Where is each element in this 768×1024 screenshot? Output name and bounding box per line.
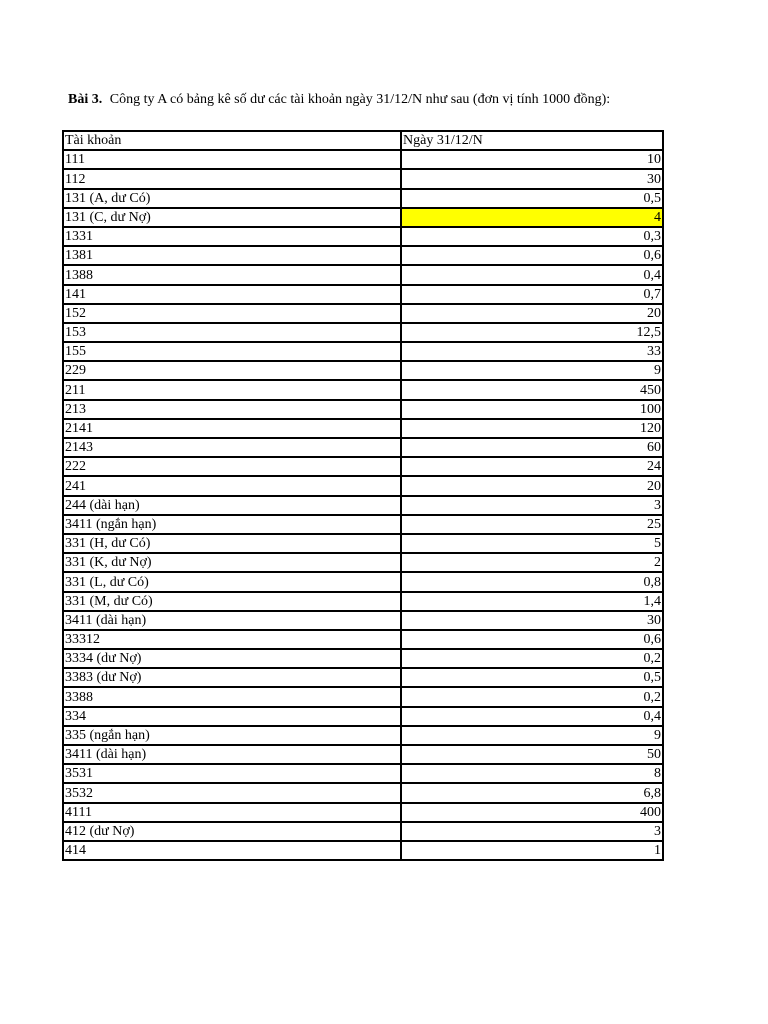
balance-value-cell: 450 — [401, 380, 663, 399]
balance-value-cell: 10 — [401, 150, 663, 169]
balance-value-cell: 0,5 — [401, 189, 663, 208]
table-row — [63, 841, 663, 860]
table-row — [63, 323, 663, 342]
table-row — [63, 668, 663, 687]
table-row — [63, 534, 663, 553]
table-row — [63, 687, 663, 706]
balance-value-cell: 0,4 — [401, 265, 663, 284]
balance-value-cell: 9 — [401, 726, 663, 745]
table-row — [63, 227, 663, 246]
account-cell: 211 — [63, 380, 401, 399]
account-cell: 141 — [63, 285, 401, 304]
table-row — [63, 803, 663, 822]
header-account: Tài khoản — [63, 131, 401, 150]
table-row — [63, 361, 663, 380]
account-cell: 3532 — [63, 783, 401, 802]
balance-value-cell: 0,2 — [401, 649, 663, 668]
balance-value-cell: 100 — [401, 400, 663, 419]
table-row — [63, 150, 663, 169]
account-balance-table — [62, 130, 664, 861]
exercise-text: Công ty A có bảng kê số dư các tài khoản ngày 31/12/N như sau (đơn vị tính 1000 đồng): — [109, 92, 611, 107]
account-cell: 331 (M, dư Có) — [63, 592, 401, 611]
account-cell: 3388 — [63, 687, 401, 706]
account-cell: 331 (L, dư Có) — [63, 572, 401, 591]
balance-value-cell: 25 — [401, 515, 663, 534]
account-cell: 3411 (dài hạn) — [63, 611, 401, 630]
table-row — [63, 707, 663, 726]
table-row — [63, 822, 663, 841]
table-row — [63, 553, 663, 572]
exercise-heading — [68, 91, 610, 109]
balance-value-cell: 12,5 — [401, 323, 663, 342]
account-cell: 241 — [63, 476, 401, 495]
balance-value-cell: 30 — [401, 169, 663, 188]
table-row — [63, 400, 663, 419]
table-row — [63, 285, 663, 304]
account-cell: 3383 (dư Nợ) — [63, 668, 401, 687]
account-cell: 244 (dài hạn) — [63, 496, 401, 515]
account-cell: 3531 — [63, 764, 401, 783]
balance-value-cell: 0,4 — [401, 707, 663, 726]
account-cell: 414 — [63, 841, 401, 860]
account-cell: 1381 — [63, 246, 401, 265]
table-row — [63, 342, 663, 361]
table-row — [63, 189, 663, 208]
account-cell: 222 — [63, 457, 401, 476]
balance-value-cell: 0,6 — [401, 630, 663, 649]
balance-value-cell: 20 — [401, 304, 663, 323]
account-cell: 229 — [63, 361, 401, 380]
balance-value-cell: 120 — [401, 419, 663, 438]
table-row — [63, 764, 663, 783]
balance-value-cell: 0,6 — [401, 246, 663, 265]
balance-value-cell: 0,3 — [401, 227, 663, 246]
balance-value-cell: 30 — [401, 611, 663, 630]
table-row — [63, 476, 663, 495]
account-cell: 2143 — [63, 438, 401, 457]
account-cell: 4111 — [63, 803, 401, 822]
balance-value-cell: 3 — [401, 822, 663, 841]
balance-value-cell: 20 — [401, 476, 663, 495]
balance-value-cell: 5 — [401, 534, 663, 553]
account-cell: 131 (A, dư Có) — [63, 189, 401, 208]
account-cell: 1331 — [63, 227, 401, 246]
table-row — [63, 649, 663, 668]
account-cell: 334 — [63, 707, 401, 726]
account-cell: 152 — [63, 304, 401, 323]
balance-value-cell: 2 — [401, 553, 663, 572]
account-cell: 33312 — [63, 630, 401, 649]
balance-value-cell: 8 — [401, 764, 663, 783]
balance-value-cell: 0,7 — [401, 285, 663, 304]
account-cell: 112 — [63, 169, 401, 188]
table-row — [63, 572, 663, 591]
balance-value-cell: 33 — [401, 342, 663, 361]
table-row — [63, 726, 663, 745]
table-row — [63, 457, 663, 476]
table-row — [63, 304, 663, 323]
table-row — [63, 592, 663, 611]
account-cell: 131 (C, dư Nợ) — [63, 208, 401, 227]
table-row — [63, 246, 663, 265]
table-row — [63, 438, 663, 457]
account-cell: 153 — [63, 323, 401, 342]
balance-value-cell: 0,2 — [401, 687, 663, 706]
table-row — [63, 783, 663, 802]
header-date: Ngày 31/12/N — [401, 131, 663, 150]
account-cell: 3411 (ngắn hạn) — [63, 515, 401, 534]
account-cell: 155 — [63, 342, 401, 361]
table-row — [63, 515, 663, 534]
account-cell: 412 (dư Nợ) — [63, 822, 401, 841]
account-cell: 2141 — [63, 419, 401, 438]
table-row — [63, 419, 663, 438]
balance-value-cell: 1,4 — [401, 592, 663, 611]
balance-value-cell: 24 — [401, 457, 663, 476]
balance-value-cell: 60 — [401, 438, 663, 457]
balance-value-cell: 50 — [401, 745, 663, 764]
balance-value-cell: 400 — [401, 803, 663, 822]
table-row — [63, 496, 663, 515]
table-row — [63, 380, 663, 399]
table-row — [63, 630, 663, 649]
account-cell: 213 — [63, 400, 401, 419]
account-cell: 331 (H, dư Có) — [63, 534, 401, 553]
table-row — [63, 611, 663, 630]
account-cell: 3411 (dài hạn) — [63, 745, 401, 764]
account-cell: 331 (K, dư Nợ) — [63, 553, 401, 572]
account-cell: 3334 (dư Nợ) — [63, 649, 401, 668]
balance-value-cell: 0,8 — [401, 572, 663, 591]
account-cell: 111 — [63, 150, 401, 169]
table-row — [63, 265, 663, 284]
balance-value-cell: 1 — [401, 841, 663, 860]
balance-value-cell: 4 — [401, 208, 663, 227]
balance-value-cell: 6,8 — [401, 783, 663, 802]
table-row — [63, 745, 663, 764]
table-row — [63, 208, 663, 227]
exercise-number: Bài 3. — [68, 92, 103, 107]
balance-value-cell: 9 — [401, 361, 663, 380]
balance-value-cell: 3 — [401, 496, 663, 515]
account-cell: 335 (ngắn hạn) — [63, 726, 401, 745]
table-row — [63, 169, 663, 188]
balance-value-cell: 0,5 — [401, 668, 663, 687]
account-cell: 1388 — [63, 265, 401, 284]
table-header-row — [63, 131, 663, 150]
